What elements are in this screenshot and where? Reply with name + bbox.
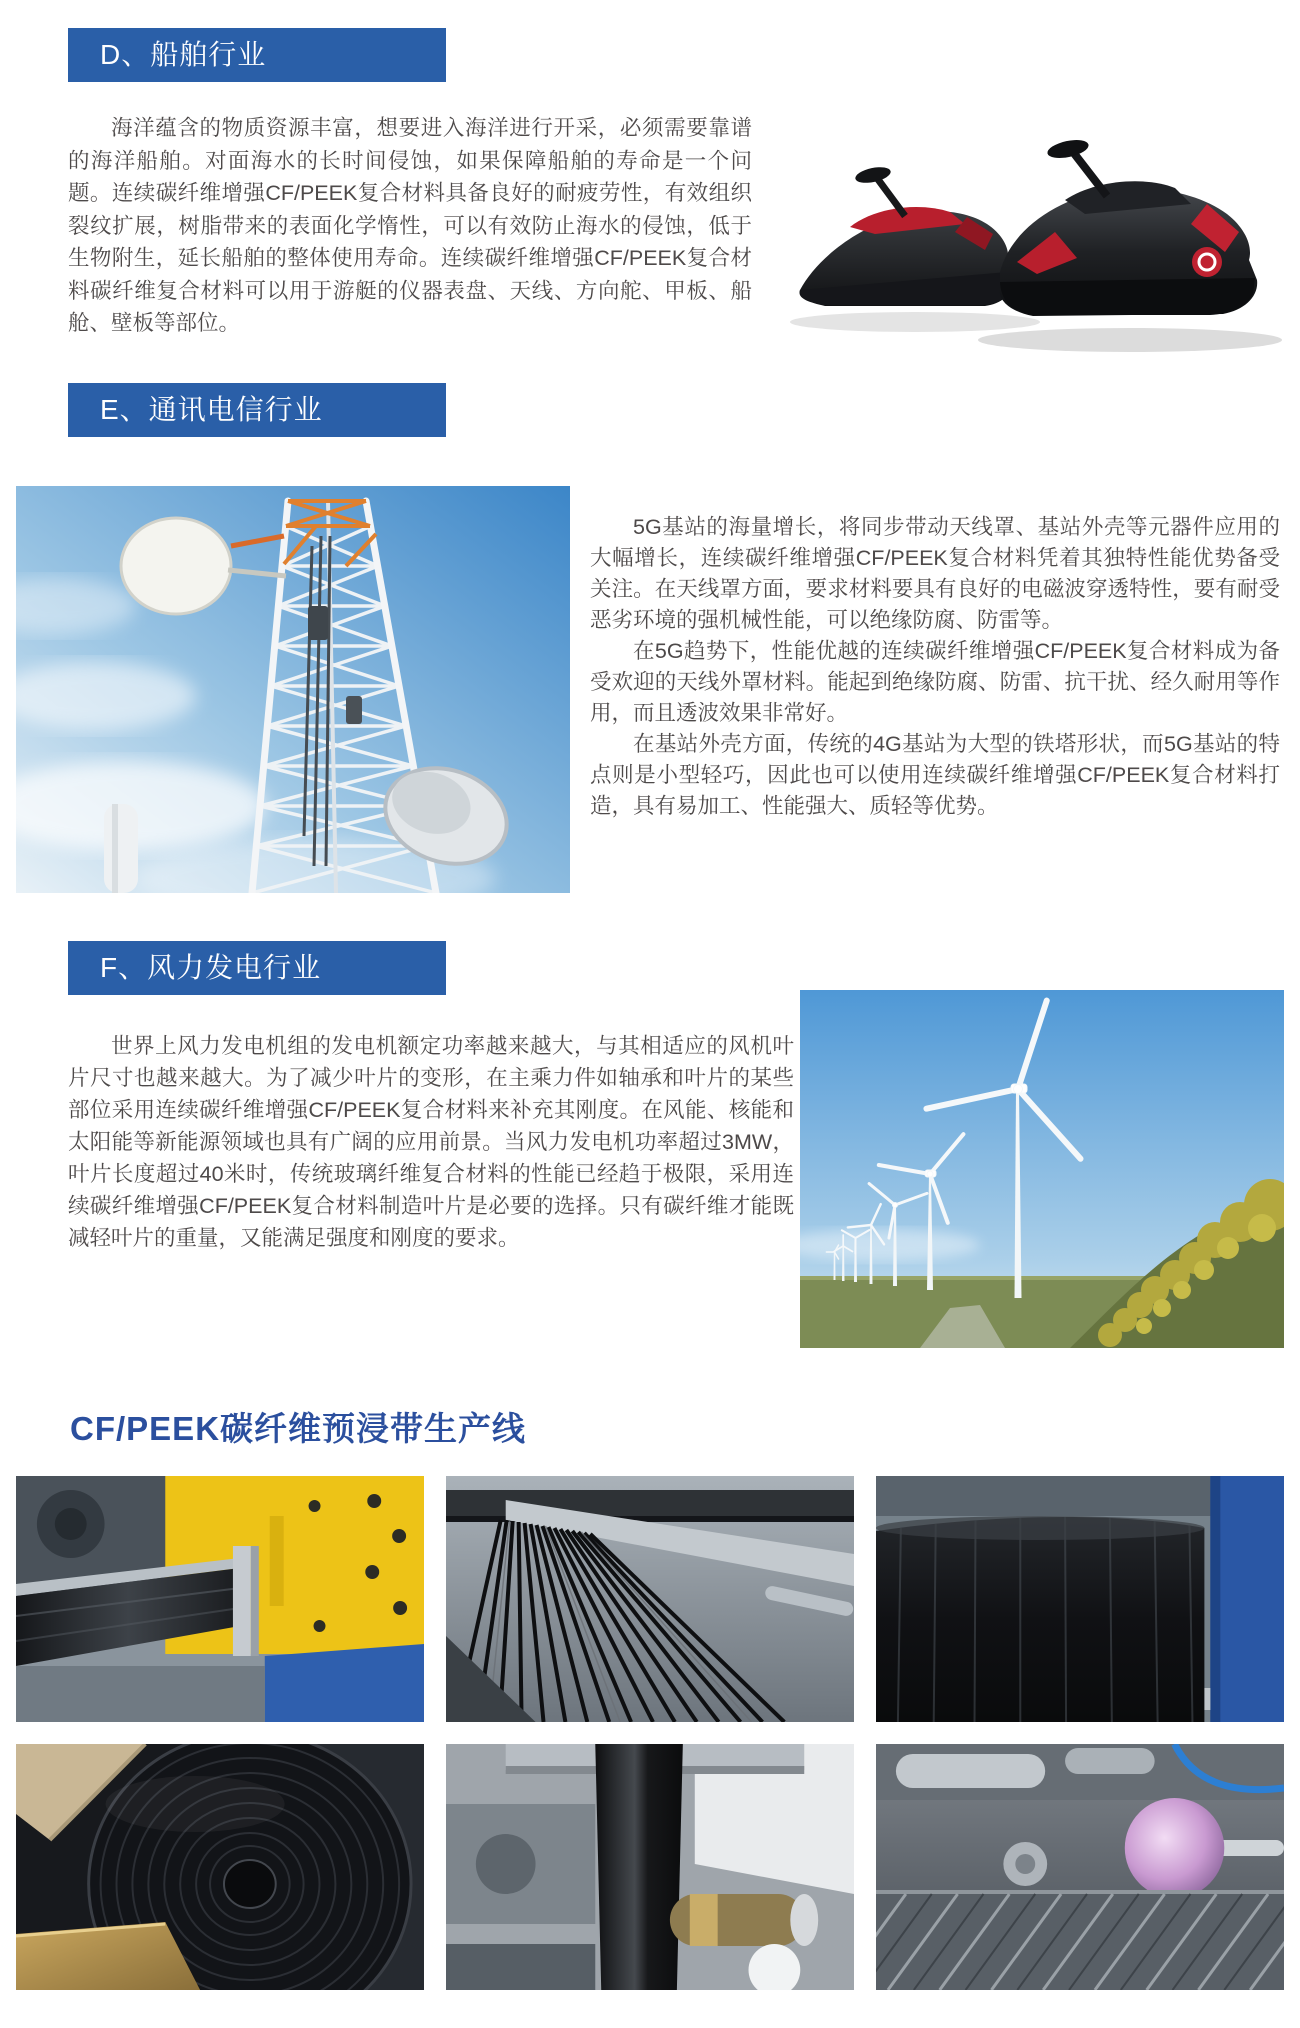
production-photo-2 xyxy=(446,1476,854,1722)
wind-paragraph xyxy=(68,1030,794,1254)
telecom-paragraph-1: 5G基站的海量增长，将同步带动天线罩、基站外壳等元器件应用的大幅增长，连续碳纤维增强CF/PEEK复合材料凭着其独特性能优势备受关注。在天线罩方面，要求材料要具有良好的电磁波穿透特性，要有耐受恶劣环境的强机械性能，可以绝缘防腐、防雷等。 xyxy=(590,515,1280,632)
telecom-tower-illustration xyxy=(16,486,570,893)
section-heading-wind xyxy=(68,941,446,995)
production-photo-6 xyxy=(876,1744,1284,1990)
jetski-photo xyxy=(755,112,1290,370)
section-heading-telecom xyxy=(68,383,446,437)
section-heading-telecom-label: E、通讯电信行业 xyxy=(100,394,323,425)
production-photo-3 xyxy=(876,1476,1284,1722)
telecom-tower-photo xyxy=(16,486,570,893)
production-photo-4 xyxy=(16,1744,424,1990)
ships-paragraph xyxy=(68,112,752,340)
wind-paragraph-text: 世界上风力发电机组的发电机额定功率越来越大，与其相适应的风机叶片尺寸也越来越大。为了减少叶片的变形，在主乘力件如轴承和叶片的某些部位采用连续碳纤维增强CF/PEEK复合材料来补充其刚度。在风能、核能和太阳能等新能源领域也具有广阔的应用前景。当风力发电机功率超过3MW，叶片长度超过40米时，传统玻璃纤维复合材料的性能已经趋于极限，采用连续碳纤维增强CF/PEEK复合材料制造叶片是必要的选择。只有碳纤维才能既减轻叶片的重量，又能满足强度和刚度的要求。 xyxy=(68,1034,794,1250)
telecom-paragraphs xyxy=(590,512,1280,822)
wind-farm-illustration xyxy=(800,990,1284,1348)
telecom-paragraph-2: 在5G趋势下，性能优越的连续碳纤维增强CF/PEEK复合材料成为备受欢迎的天线外罩材料。能起到绝缘防腐、防雷、抗干扰、经久耐用等作用，而且透波效果非常好。 xyxy=(590,639,1280,725)
wind-farm-photo xyxy=(800,990,1284,1348)
ships-paragraph-text: 海洋蕴含的物质资源丰富，想要进入海洋进行开采，必须需要靠谱的海洋船舶。对面海水的长时间侵蚀，如果保障船舶的寿命是一个问题。连续碳纤维增强CF/PEEK复合材料具备良好的耐疲劳性，有效组织裂纹扩展，树脂带来的表面化学惰性，可以有效防止海水的侵蚀，低于生物附生，延长船舶的整体使用寿命。连续碳纤维增强CF/PEEK复合材料碳纤维复合材料可以用于游艇的仪器表盘、天线、方向舵、甲板、船舱、壁板等部位。 xyxy=(68,116,752,335)
production-photo-5 xyxy=(446,1744,854,1990)
production-photo-grid xyxy=(16,1476,1284,1990)
section-heading-ships-label: D、船舶行业 xyxy=(100,39,267,70)
production-line-title: CF/PEEK碳纤维预浸带生产线 xyxy=(70,1410,527,1447)
section-heading-wind-label: F、风力发电行业 xyxy=(100,952,322,983)
telecom-paragraph-3: 在基站外壳方面，传统的4G基站为大型的铁塔形状，而5G基站的特点则是小型轻巧，因此也可以使用连续碳纤维增强CF/PEEK复合材料打造，具有易加工、性能强大、质轻等优势。 xyxy=(590,732,1280,818)
section-heading-ships xyxy=(68,28,446,82)
jetski-illustration xyxy=(755,112,1290,370)
production-photo-1 xyxy=(16,1476,424,1722)
